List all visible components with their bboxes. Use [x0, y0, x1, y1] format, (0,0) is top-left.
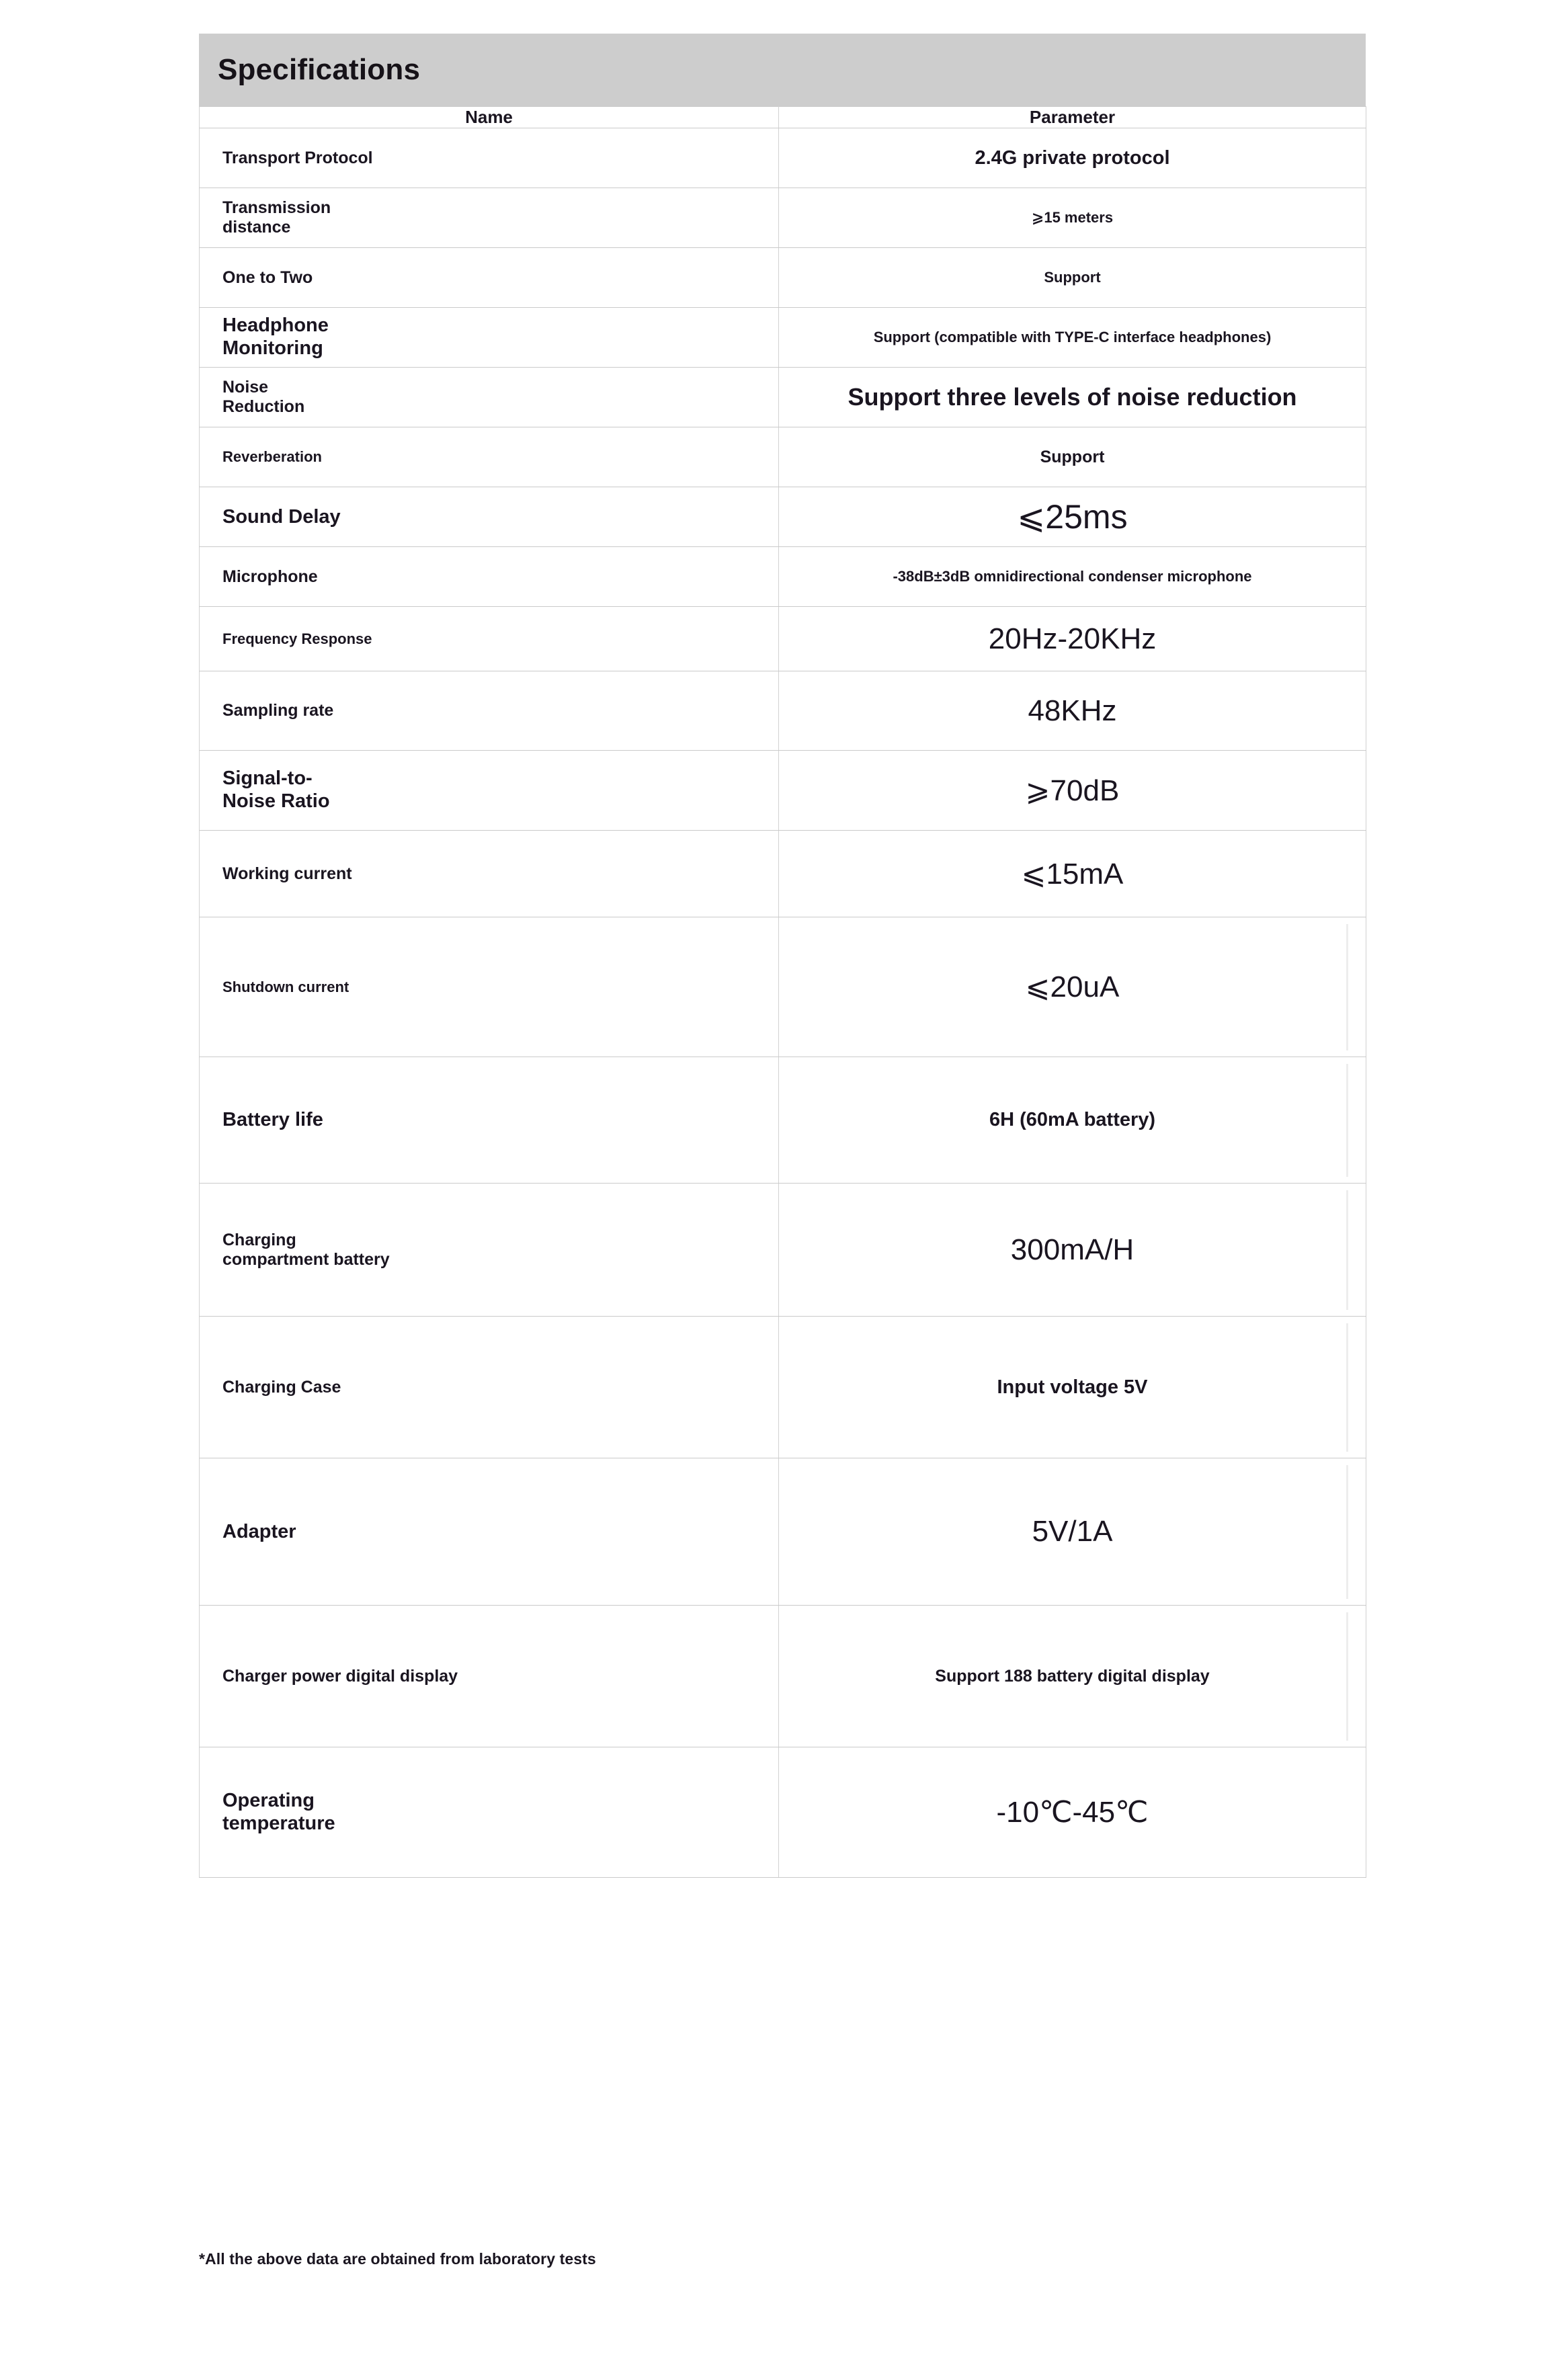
spec-parameter-text: ⩽25ms — [1017, 498, 1128, 536]
spec-parameter-text: 20Hz-20KHz — [988, 622, 1157, 655]
spec-name-cell — [200, 671, 779, 751]
spec-name-cell — [200, 128, 779, 188]
spec-parameter-cell — [779, 751, 1366, 831]
text-line: distance — [222, 218, 291, 237]
spec-parameter-cell — [779, 607, 1366, 671]
spec-parameter-cell — [779, 1458, 1366, 1606]
spec-name-text — [222, 198, 769, 237]
text-line: compartment battery — [222, 1249, 390, 1269]
table-row — [200, 751, 1366, 831]
text-line: Headphone — [222, 315, 329, 337]
column-header-parameter: Parameter — [779, 107, 1366, 128]
table-row — [200, 547, 1366, 607]
table-row — [200, 1606, 1366, 1747]
spec-name-text — [222, 1790, 769, 1835]
column-header-name: Name — [200, 107, 779, 128]
spec-parameter-text: 6H (60mA battery) — [989, 1109, 1156, 1130]
spec-parameter-cell — [779, 1747, 1366, 1878]
spec-parameter-text: Support three levels of noise reduction — [848, 383, 1297, 411]
table-row — [200, 671, 1366, 751]
table-row — [200, 427, 1366, 487]
spec-name-text: Battery life — [222, 1109, 323, 1130]
text-line: Noise Ratio — [222, 790, 330, 812]
table-body — [200, 128, 1366, 1878]
footnote: *All the above data are obtained from laboratory tests — [199, 2250, 596, 2268]
spec-parameter-cell — [779, 308, 1366, 368]
spec-parameter-text: Support 188 battery digital display — [935, 1666, 1210, 1686]
spec-name-cell — [200, 1606, 779, 1747]
spec-parameter-cell — [779, 1184, 1366, 1317]
table-row — [200, 917, 1366, 1057]
table-row — [200, 1057, 1366, 1184]
spec-parameter-text: Support (compatible with TYPE-C interface headphones) — [873, 329, 1272, 345]
table-row — [200, 308, 1366, 368]
spec-parameter-cell — [779, 831, 1366, 917]
spec-name-cell — [200, 547, 779, 607]
spec-name-cell — [200, 248, 779, 308]
table-row — [200, 188, 1366, 248]
spec-parameter-text: 48KHz — [1028, 694, 1117, 727]
text-line: Monitoring — [222, 337, 323, 359]
spec-name-cell — [200, 751, 779, 831]
table-row — [200, 128, 1366, 188]
spec-name-text: Microphone — [222, 567, 318, 586]
spec-name-cell — [200, 607, 779, 671]
text-line: Charging — [222, 1230, 296, 1249]
text-line: Reduction — [222, 397, 305, 416]
spec-parameter-cell — [779, 1317, 1366, 1458]
table-row — [200, 831, 1366, 917]
table-row — [200, 1458, 1366, 1606]
spec-parameter-cell — [779, 368, 1366, 427]
spec-parameter-text: ⩾70dB — [1025, 774, 1120, 807]
table-row — [200, 368, 1366, 427]
spec-name-cell — [200, 1747, 779, 1878]
spec-name-cell — [200, 427, 779, 487]
spec-parameter-cell — [779, 188, 1366, 248]
spec-parameter-cell — [779, 128, 1366, 188]
text-line: temperature — [222, 1812, 335, 1834]
spec-name-text: Reverberation — [222, 448, 322, 465]
spec-parameter-cell — [779, 248, 1366, 308]
spec-name-text: Working current — [222, 864, 352, 883]
spec-name-text: Sampling rate — [222, 701, 334, 720]
spec-parameter-cell — [779, 547, 1366, 607]
table-row — [200, 1747, 1366, 1878]
table-row — [200, 1184, 1366, 1317]
spec-parameter-cell — [779, 427, 1366, 487]
text-line: Signal-to- — [222, 768, 313, 790]
spec-parameter-text: 300mA/H — [1010, 1233, 1134, 1266]
spec-parameter-text: ⩽20uA — [1025, 970, 1120, 1003]
spec-parameter-cell — [779, 917, 1366, 1057]
spec-parameter-text: 2.4G private protocol — [975, 147, 1170, 169]
spec-name-text — [222, 768, 769, 813]
spec-name-text: Charging Case — [222, 1377, 341, 1397]
spec-name-text: One to Two — [222, 267, 313, 287]
table-row — [200, 248, 1366, 308]
spec-name-text: Adapter — [222, 1520, 296, 1542]
spec-name-text: Charger power digital display — [222, 1666, 458, 1686]
spec-name-cell — [200, 188, 779, 248]
spec-parameter-text: -38dB±3dB omnidirectional condenser microphone — [893, 568, 1252, 585]
spec-name-cell — [200, 308, 779, 368]
spec-parameter-cell — [779, 671, 1366, 751]
spec-parameter-cell — [779, 1057, 1366, 1184]
spec-parameter-text: Support — [1044, 269, 1101, 286]
spec-parameter-text: Support — [1040, 447, 1105, 466]
specifications-block — [199, 34, 1366, 1878]
spec-name-cell — [200, 831, 779, 917]
table-row — [200, 607, 1366, 671]
text-line: Noise — [222, 378, 269, 397]
spec-name-text — [222, 315, 769, 360]
spec-name-text: Sound Delay — [222, 505, 341, 528]
spec-name-cell — [200, 1317, 779, 1458]
spec-name-text — [222, 1231, 769, 1270]
spec-name-cell — [200, 368, 779, 427]
spec-parameter-text: Input voltage 5V — [997, 1376, 1148, 1398]
spec-name-text — [222, 378, 769, 417]
spec-parameter-text: ⩽15mA — [1021, 857, 1124, 891]
text-line: Operating — [222, 1789, 315, 1811]
spec-parameter-text: -10℃-45℃ — [996, 1796, 1149, 1829]
page-title: Specifications — [218, 53, 421, 86]
table-row — [200, 487, 1366, 547]
spec-name-cell — [200, 917, 779, 1057]
spec-parameter-text: ⩾15 meters — [1031, 209, 1114, 226]
specifications-table — [199, 106, 1366, 1878]
spec-name-text: Frequency Response — [222, 630, 372, 647]
spec-name-cell — [200, 1184, 779, 1317]
text-line: Transmission — [222, 198, 331, 217]
spec-parameter-cell — [779, 487, 1366, 547]
spec-parameter-text: 5V/1A — [1032, 1515, 1113, 1548]
table-header-row — [200, 107, 1366, 128]
spec-name-text: Transport Protocol — [222, 148, 373, 167]
spec-name-text: Shutdown current — [222, 978, 349, 995]
spec-name-cell — [200, 1057, 779, 1184]
spec-parameter-cell — [779, 1606, 1366, 1747]
specifications-title-band — [199, 34, 1366, 106]
spec-name-cell — [200, 1458, 779, 1606]
spec-name-cell — [200, 487, 779, 547]
table-row — [200, 1317, 1366, 1458]
